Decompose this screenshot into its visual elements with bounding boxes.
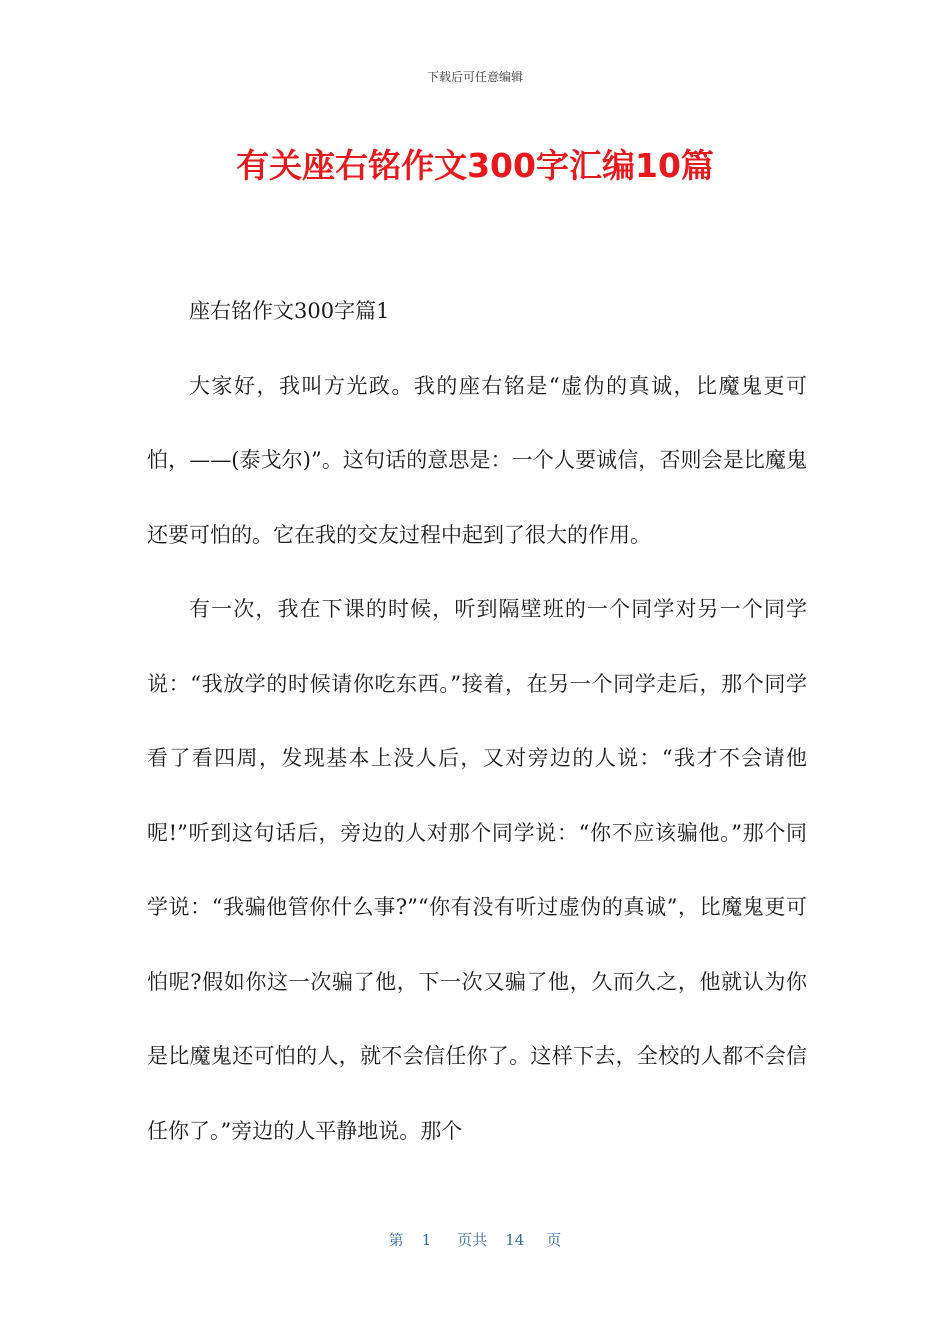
section-heading: 座右铭作文300字篇1 bbox=[189, 299, 390, 323]
paragraph: 有一次，我在下课的时候，听到隔壁班的一个同学对另一个同学说：“我放学的时候请你吃东西。”接着，在另一个同学走后，那个同学看了看四周，发现基本上没人后，又对旁边的人说：“我才不会请他呢!”听到这句话后，旁边的人对那个同学说：“你不应该骗他。”那个同学说：“我骗他管你什么事?”“你有没有听过虚伪的真诚”，比魔鬼更可怕呢?假如你这一次骗了他，下一次又骗了他，久而久之，他就认为你是比魔鬼还可怕的人，就不会信任你了。这样下去，全校的人都不会信任你了。”旁边的人平静地说。那个 bbox=[147, 597, 807, 1143]
total-pages-number: 14 bbox=[505, 1231, 525, 1249]
current-page-number: 1 bbox=[421, 1231, 432, 1249]
page-footer bbox=[0, 1229, 950, 1250]
page-label-mid: 页共 bbox=[457, 1231, 488, 1249]
page-label-prefix: 第 bbox=[388, 1231, 404, 1249]
paragraph: 大家好，我叫方光政。我的座右铭是“虚伪的真诚，比魔鬼更可怕，——(泰戈尔)”。这句话的意思是：一个人要诚信，否则会是比魔鬼还要可怕的。它在我的交友过程中起到了很大的作用。 bbox=[147, 373, 807, 547]
page-label-suffix: 页 bbox=[546, 1231, 562, 1249]
document-body bbox=[147, 274, 807, 1168]
document-title: 有关座右铭作文300字汇编10篇 bbox=[236, 146, 714, 185]
header-note: 下载后可任意编辑 bbox=[426, 70, 523, 84]
